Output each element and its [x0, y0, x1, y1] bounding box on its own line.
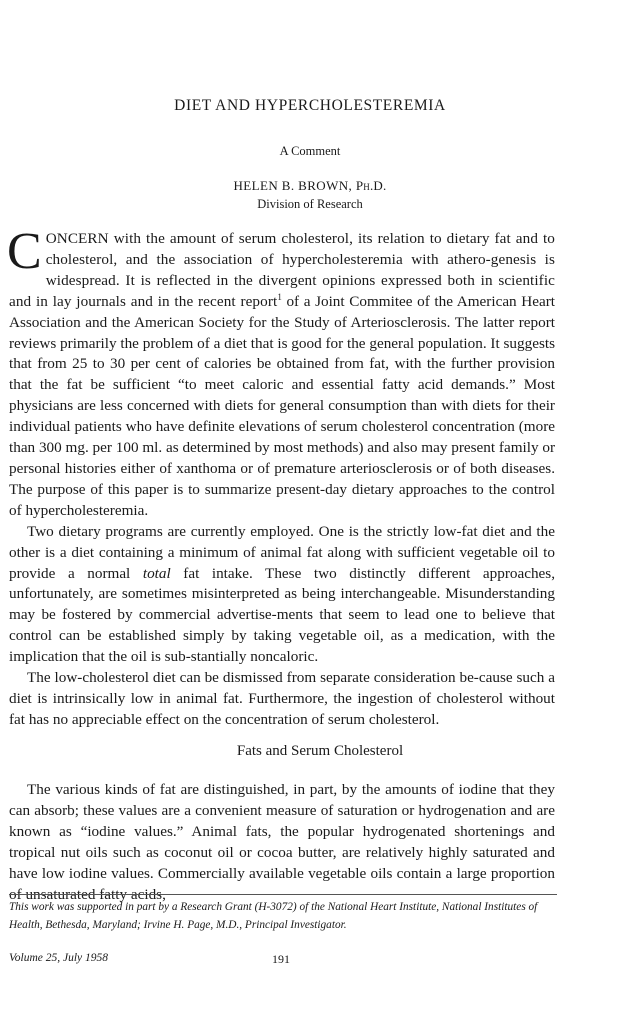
reference-marker: 1 [277, 291, 282, 302]
paragraph-intro-text-b: of a Joint Commitee of the American Heart Association and the American Society for the Study of Arteriosclerosis. The latter report reviews primarily the problem of a diet that is good for the general population. It suggests that from 25 to 30 per cent of calories be obtained from fat, with the further provision that the fat be sufficient “to meet caloric and essential fatty acid demands.” Most physicians are less concerned with diets for general consumption than with diets for their individual patients who have definite elevations of serum cholesterol concentration (more than 300 mg. per 100 ml. as determined by most methods) and also may present family or personal histories either of xanthoma or of premature arteriosclerosis or of both diseases. The purpose of this paper is to summarize present-day dietary approaches to the control of hypercholesteremia. [9, 292, 556, 519]
page-number: 191 [272, 952, 290, 966]
paragraph-intro-text-a: ONCERN with the amount of serum cholesterol, its relation to dietary fat and to cholesterol, and the association of hypercholesteremia with athero-genesis is widespread. It is reflected in the divergent opinions expressed both in scientific and in lay journals and in the recent report [9, 230, 555, 310]
article-subtitle: A Comment [279, 144, 341, 158]
paragraph-2-text-a: Two dietary programs are currently employed. One is the strictly low-fat diet and the other is a diet containing a minimum of animal fat along with sufficient vegetable oil to provide a normal [9, 522, 555, 582]
body-text-block-1 [7, 223, 556, 731]
author-affiliation: Division of Research [257, 197, 363, 211]
footnote: This work was supported in part by a Research Grant (H-3072) of the National Heart Institute, National Institutes of Health, Bethesda, Maryland; Irvine H. Page, M.D., Principal Investigator. [9, 901, 538, 931]
body-text-block-2 [9, 780, 555, 905]
paragraph-iodine-values: The various kinds of fat are distinguished, in part, by the amounts of iodine that they can absorb; these values are a convenient measure of saturation or hydrogenation and are known as “iodine values.” Animal fats, the popular hydrogenated shortenings and tropical nut oils such as coconut oil or cocoa butter, are relatively highly saturated and have low iodine values. Commercially available vegetable oils contain a large proportion of unsaturated fatty acids, [9, 781, 555, 903]
footnote-divider [9, 894, 557, 895]
paragraph-dietary-programs [9, 522, 555, 668]
paragraph-2-text-b: fat intake. These two distinctly different approaches, unfortunately, are sometimes misinterpreted as being interchangeable. Misunderstanding may be fostered by commercial advertise-ments that seem to lead one to believe that control can be established simply by taking vegetable oil, as a medication, with the implication that the oil is sub-stantially noncaloric. [9, 564, 556, 666]
volume-info: Volume 25, July 1958 [9, 952, 109, 964]
paragraph-low-cholesterol: The low-cholesterol diet can be dismissed from separate consideration be-cause such a diet is intrinsically low in animal fat. Furthermore, the ingestion of cholesterol without fat has no appreciable effect on the concentration of serum cholesterol. [9, 669, 555, 728]
drop-cap: C [7, 223, 42, 280]
article-title: DIET AND HYPERCHOLESTEREMIA [174, 97, 446, 114]
emphasis-total: total [142, 564, 171, 582]
section-heading: Fats and Serum Cholesterol [236, 743, 404, 759]
author-name: HELEN B. BROWN, [233, 178, 353, 193]
paragraph-intro [7, 223, 556, 522]
author-line [0, 178, 620, 194]
author-degree: Ph.D. [355, 178, 387, 193]
